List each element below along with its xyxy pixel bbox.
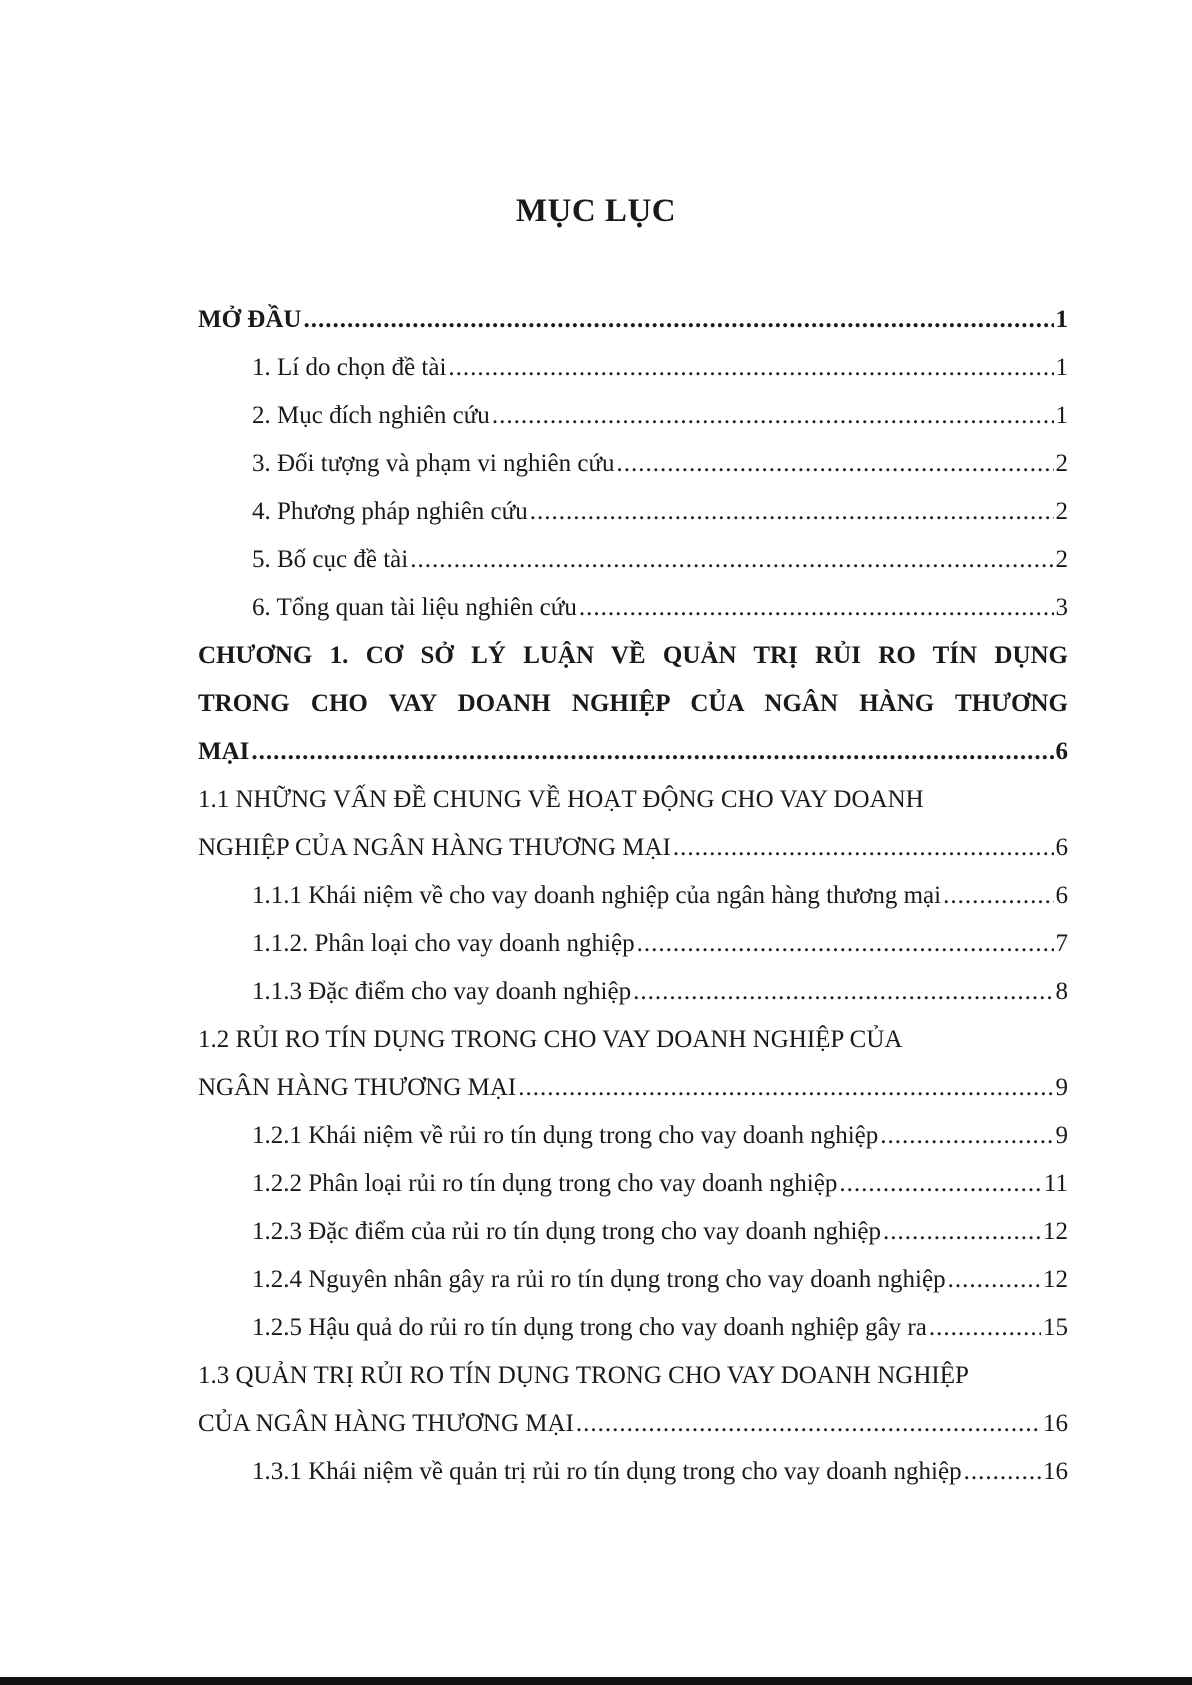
- toc-subsection-entry: [198, 968, 1068, 1016]
- toc-dot-leader: [673, 824, 1054, 872]
- toc-page-number: 9: [1055, 1074, 1068, 1101]
- toc-entry-label: CỦA NGÂN HÀNG THƯƠNG MẠI: [198, 1410, 574, 1437]
- toc-entry-label: MỞ ĐẦU: [198, 306, 302, 333]
- page-title: MỤC LỤC: [515, 193, 677, 229]
- toc-entry-label: 1.1.2. Phân loại cho vay doanh nghiệp: [252, 930, 635, 957]
- toc-chapter-heading-line: CHƯƠNG 1. CƠ SỞ LÝ LUẬN VỀ QUẢN TRỊ RỦI RO TÍN DỤNG: [198, 642, 1068, 669]
- toc-section-entry: [198, 1400, 1068, 1448]
- toc-section-entry: [198, 728, 1068, 776]
- toc-entry-label: 2. Mục đích nghiên cứu: [252, 402, 490, 429]
- toc-section-heading-line: 1.2 RỦI RO TÍN DỤNG TRONG CHO VAY DOANH NGHIỆP CỦA: [198, 1026, 903, 1053]
- toc-entry-label: 1.2.3 Đặc điểm của rủi ro tín dụng trong cho vay doanh nghiệp: [252, 1218, 882, 1245]
- toc-dot-leader: [448, 344, 1053, 392]
- toc-section-entry: [198, 296, 1068, 344]
- toc-dot-leader: [929, 1304, 1041, 1352]
- toc-dot-leader: [880, 1112, 1053, 1160]
- toc-subsection-entry: [198, 536, 1068, 584]
- toc-dot-leader: [943, 872, 1053, 920]
- toc-page-number: 16: [1043, 1458, 1068, 1485]
- toc-page-number: 2: [1055, 450, 1068, 477]
- toc-entry-label: 5. Bố cục đề tài: [252, 546, 409, 573]
- toc-chapter-heading-line: TRONG CHO VAY DOANH NGHIỆP CỦA NGÂN HÀNG THƯƠNG: [198, 690, 1068, 717]
- toc-entry-label: 1.2.1 Khái niệm về rủi ro tín dụng trong cho vay doanh nghiệp: [252, 1122, 879, 1149]
- toc-dot-leader: [637, 920, 1054, 968]
- bottom-border: [0, 1677, 1192, 1685]
- toc-subsection-entry: [198, 584, 1068, 632]
- toc-dot-leader: [492, 392, 1054, 440]
- toc-subsection-entry: [198, 392, 1068, 440]
- toc-subsection-entry: [198, 1160, 1068, 1208]
- toc-subsection-entry: [198, 1208, 1068, 1256]
- toc-subsection-entry: [198, 1256, 1068, 1304]
- toc-section-heading-line: 1.3 QUẢN TRỊ RỦI RO TÍN DỤNG TRONG CHO VAY DOANH NGHIỆP: [198, 1362, 969, 1389]
- toc-page-number: 6: [1055, 882, 1068, 909]
- toc-subsection-entry: [198, 920, 1068, 968]
- toc-subsection-entry: [198, 1448, 1068, 1496]
- toc-page-number: 8: [1055, 978, 1068, 1005]
- toc-entry-label: 1. Lí do chọn đề tài: [252, 354, 447, 381]
- toc-dot-leader: [303, 296, 1053, 344]
- toc-page-number: 11: [1043, 1170, 1068, 1197]
- toc-entry-label: 1.3.1 Khái niệm về quản trị rủi ro tín dụng trong cho vay doanh nghiệp: [252, 1458, 962, 1485]
- toc-page-number: 15: [1043, 1314, 1068, 1341]
- toc-dot-leader: [579, 584, 1054, 632]
- toc-dot-leader: [839, 1160, 1042, 1208]
- toc-page-number: 3: [1055, 594, 1068, 621]
- toc-page-number: 12: [1043, 1218, 1068, 1245]
- toc-entry-label: 3. Đối tượng và phạm vi nghiên cứu: [252, 450, 615, 477]
- toc-page-number: 2: [1055, 546, 1068, 573]
- toc-entry-label: MẠI: [198, 738, 250, 765]
- toc-page-number: 1: [1055, 354, 1068, 381]
- toc-dot-leader: [948, 1256, 1041, 1304]
- toc-entry-label: 6. Tổng quan tài liệu nghiên cứu: [252, 594, 577, 621]
- toc-page-number: 7: [1055, 930, 1068, 957]
- toc-section-heading-line: 1.1 NHỮNG VẤN ĐỀ CHUNG VỀ HOẠT ĐỘNG CHO VAY DOANH: [198, 786, 924, 813]
- toc-dot-leader: [518, 1064, 1053, 1112]
- toc-subsection-entry: [198, 488, 1068, 536]
- toc-dot-leader: [964, 1448, 1041, 1496]
- toc-entry-label: 1.1.1 Khái niệm về cho vay doanh nghiệp của ngân hàng thương mại: [252, 882, 942, 909]
- toc-dot-leader: [530, 488, 1054, 536]
- toc-entry-label: 1.2.5 Hậu quả do rủi ro tín dụng trong cho vay doanh nghiệp gây ra: [252, 1314, 927, 1341]
- toc-subsection-entry: [198, 344, 1068, 392]
- toc-subsection-entry: [198, 872, 1068, 920]
- toc-entry-label: 1.2.2 Phân loại rủi ro tín dụng trong cho vay doanh nghiệp: [252, 1170, 838, 1197]
- toc-page-number: 16: [1043, 1410, 1068, 1437]
- toc-entry-label: NGÂN HÀNG THƯƠNG MẠI: [198, 1074, 517, 1101]
- toc-section-entry: [198, 824, 1068, 872]
- toc-section-entry: [198, 1064, 1068, 1112]
- toc-subsection-entry: [198, 440, 1068, 488]
- toc-entry-label: NGHIỆP CỦA NGÂN HÀNG THƯƠNG MẠI: [198, 834, 671, 861]
- toc-entry-label: 1.2.4 Nguyên nhân gây ra rủi ro tín dụng trong cho vay doanh nghiệp: [252, 1266, 946, 1293]
- table-of-contents: [198, 296, 1068, 1496]
- toc-entry-label: 1.1.3 Đặc điểm cho vay doanh nghiệp: [252, 978, 632, 1005]
- toc-page-number: 1: [1055, 306, 1068, 333]
- toc-page-number: 6: [1055, 738, 1068, 765]
- toc-entry-label: 4. Phương pháp nghiên cứu: [252, 498, 528, 525]
- toc-subsection-entry: [198, 1304, 1068, 1352]
- toc-page-number: 12: [1043, 1266, 1068, 1293]
- toc-dot-leader: [633, 968, 1053, 1016]
- toc-dot-leader: [410, 536, 1053, 584]
- toc-page-number: 1: [1055, 402, 1068, 429]
- toc-dot-leader: [251, 728, 1053, 776]
- toc-dot-leader: [576, 1400, 1041, 1448]
- toc-page-number: 9: [1055, 1122, 1068, 1149]
- toc-dot-leader: [883, 1208, 1041, 1256]
- toc-subsection-entry: [198, 1112, 1068, 1160]
- toc-page-number: 2: [1055, 498, 1068, 525]
- toc-page-number: 6: [1055, 834, 1068, 861]
- toc-dot-leader: [617, 440, 1054, 488]
